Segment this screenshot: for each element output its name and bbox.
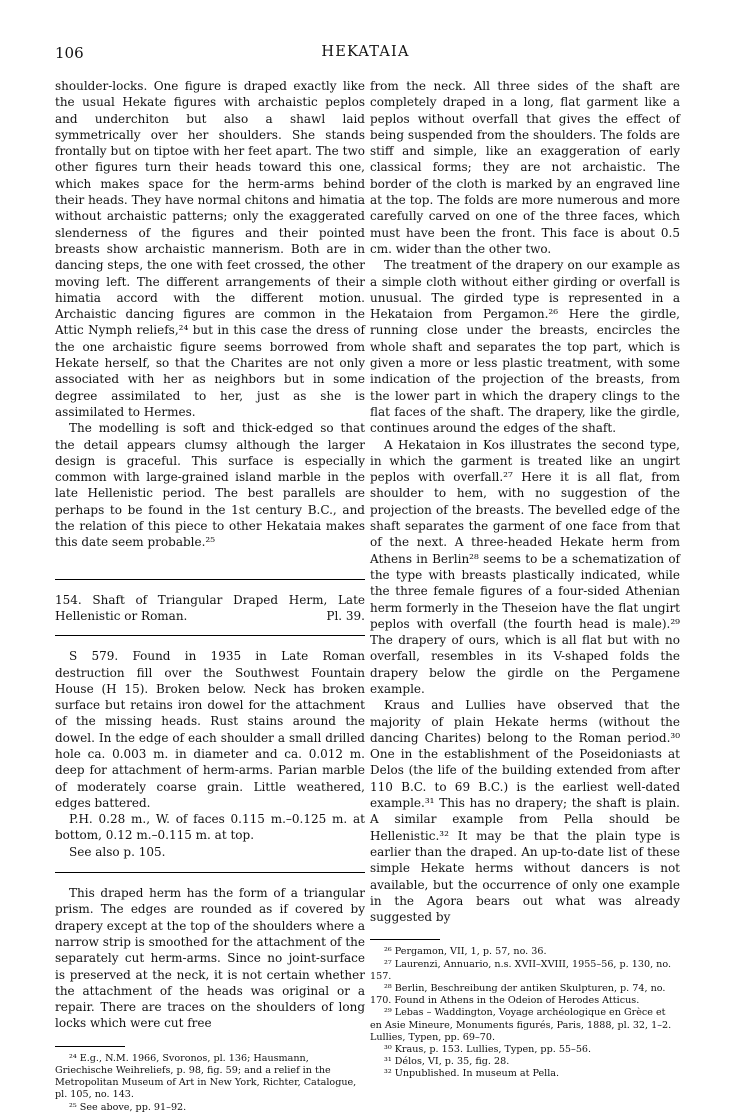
catalogue-text: S 579. Found in 1935 in Late Roman destruction fill over the Southwest Fountain House (H 15). Broken below. Neck has broken surface but retains iron dowel for the attachment of the missing heads. Rust stains around the dowel. In the edge of each shoulder a small drilled hole ca. 0.003 m. in diameter and ca. 0.012 m. deep for attachment of herm-arms. Parian marble of moderately coarse grain. Little weathered, edges battered. [55,649,365,810]
paragraph: This draped herm has the form of a triangular prism. The edges are rounded as if covered by drapery except at the top of the shoulders where a narrow strip is smoothed for the attachment of the separately cut herm-arms. Since no joint-surface is preserved at the neck, it is not certain whether the attachment of the heads was original or a repair. There are traces on the shoulders of long locks which were cut free [55,886,365,1031]
footnote: ²⁷ Laurenzi, Annuario, n.s. XVII–XVIII, 1955–56, p. 130, no. 157. [370,958,672,982]
page-number: 106 [55,44,84,62]
catalogue-dimensions: P.H. 0.28 m., W. of faces 0.115 m.–0.125 m. at bottom, 0.12 m.–0.115 m. at top. [55,812,365,843]
footnote: ²⁵ See above, pp. 91–92. [69,1101,187,1113]
footnotes [370,946,680,1080]
section-divider [55,872,365,873]
catalogue-reference: See also p. 105. [69,844,166,859]
entry-title: 154. Shaft of Triangular Draped Herm, Late Hellenistic or Roman. [55,592,365,623]
footnote: ³⁰ Kraus, p. 153. Lullies, Typen, pp. 55–56. [384,1044,592,1056]
right-column [370,78,680,1081]
footnote: ²⁴ E.g., N.M. 1966, Svoronos, pl. 136; Hausmann, Griechische Weihreliefs, p. 98, fig. 59; and a relief in the Metropolitan Museum of Art in New York, Richter, Catalogue, pl. 105, no. 143. [55,1052,357,1101]
paragraph: The modelling is soft and thick-edged so that the detail appears clumsy although the larger design is graceful. This surface is especially common with large-grained island marble in the late Hellenistic period. The best parallels are perhaps to be found in the 1st century B.C., and the relation of this piece to other Hekataia makes this date seem probable.²⁵ [55,421,365,550]
entry-plate: Pl. 39. [326,608,365,623]
paragraph: from the neck. All three sides of the shaft are completely draped in a long, flat garment like a peplos without overfall that gives the effect of being suspended from the shoulders. The folds are stiff and simple, like an exaggeration of early classical forms; they are not archaistic. The border of the cloth is marked by an engraved line at the top. The folds are more numerous and more carefully carved on one of the three faces, which must have been the front. This face is about 0.5 cm. wider than the other two. [370,79,680,256]
left-column [55,78,365,1114]
section-divider [55,635,365,636]
page-header [55,44,676,64]
entry-heading [55,592,365,625]
footnote: ³² Unpublished. In museum at Pella. [384,1068,560,1080]
footnotes [55,1053,365,1114]
footnote: ²⁹ Lebas – Waddington, Voyage archéologique en Grèce et en Asie Mineure, Monuments figurés, Paris, 1888, pl. 32, 1–2. Lullies, Typen, pp. 69–70. [370,1007,672,1043]
footnote-rule [55,1046,125,1047]
section-divider [55,579,365,580]
footnote: ²⁸ Berlin, Beschreibung der antiken Skulpturen, p. 74, no. 170. Found in Athens in the Odeion of Herodes Atticus. [370,983,666,1007]
paragraph: The treatment of the drapery on our example as a simple cloth without either girding or overfall is unusual. The girded type is represented in a Hekataion from Pergamon.²⁶ Here the girdle, running close under the breasts, encircles the whole shaft and separates the top part, which is given a more or less plastic treatment, with some indication of the projection of the breasts, from the lower part in which the drapery clings to the flat faces of the shaft. The drapery, like the girdle, continues around the edges of the shaft. [370,258,680,436]
footnote: ²⁶ Pergamon, VII, 1, p. 57, no. 36. [384,946,547,958]
paragraph: A Hekataion in Kos illustrates the second type, in which the garment is treated like an ungirt peplos with overfall.²⁷ Here it is all flat, from shoulder to hem, with no suggestion of the projection of the breasts. The bevelled edge of the shaft separates the garment of one face from that of the next. A three-headed Hekate herm from Athens in Berlin²⁸ seems to be a schematization of the type with breasts plastically indicated, while the three female figures of a four-sided Athenian herm formerly in the Theseion have the flat ungirt peplos with overfall (the fourth head is male).²⁹ The drapery of ours, which is all flat but with no overfall, resembles in its V-shaped folds the drapery below the girdle on the Pergamene example. [370,437,680,696]
paragraph: Kraus and Lullies have observed that the majority of plain Hekate herms (without the dancing Charites) belong to the Roman period.³⁰ One in the establishment of the Poseidoniasts at Delos (the life of the building extended from after 110 B.C. to 69 B.C.) is the earliest well-dated example.³¹ This has no drapery; the shaft is plain. A similar example from Pella should be Hellenistic.³² It may be that the plain type is earlier than the draped. An up-to-date list of these simple Hekate herms without dancers is not available, but the occurrence of only one example in the Agora bears out what was already suggested by [370,698,680,925]
footnote: ³¹ Délos, VI, p. 35, fig. 28. [384,1056,510,1068]
paragraph: shoulder-locks. One figure is draped exactly like the usual Hekate figures with archaistic peplos and underchiton but also a shawl laid symmetrically over her shoulders. She stands frontally but on tiptoe with her feet apart. The two other figures turn their heads toward this one, which makes space for the herm-arms behind their heads. They have normal chitons and himatia without archaistic patterns; only the exaggerated slenderness of the figures and their pointed breasts show archaistic mannerism. Both are in dancing steps, the one with feet crossed, the other moving left. The different arrangements of their himatia accord with the different motion. Archaistic dancing figures are common in the Attic Nymph reliefs,²⁴ but in this case the dress of the one archaistic figure seems borrowed from Hekate herself, so that the Charites are not only associated with her as neighbors but in some degree assimilated to her, just as she is assimilated to Hermes. [55,79,365,419]
running-title: HEKATAIA [321,44,410,60]
footnote-rule [370,939,440,940]
